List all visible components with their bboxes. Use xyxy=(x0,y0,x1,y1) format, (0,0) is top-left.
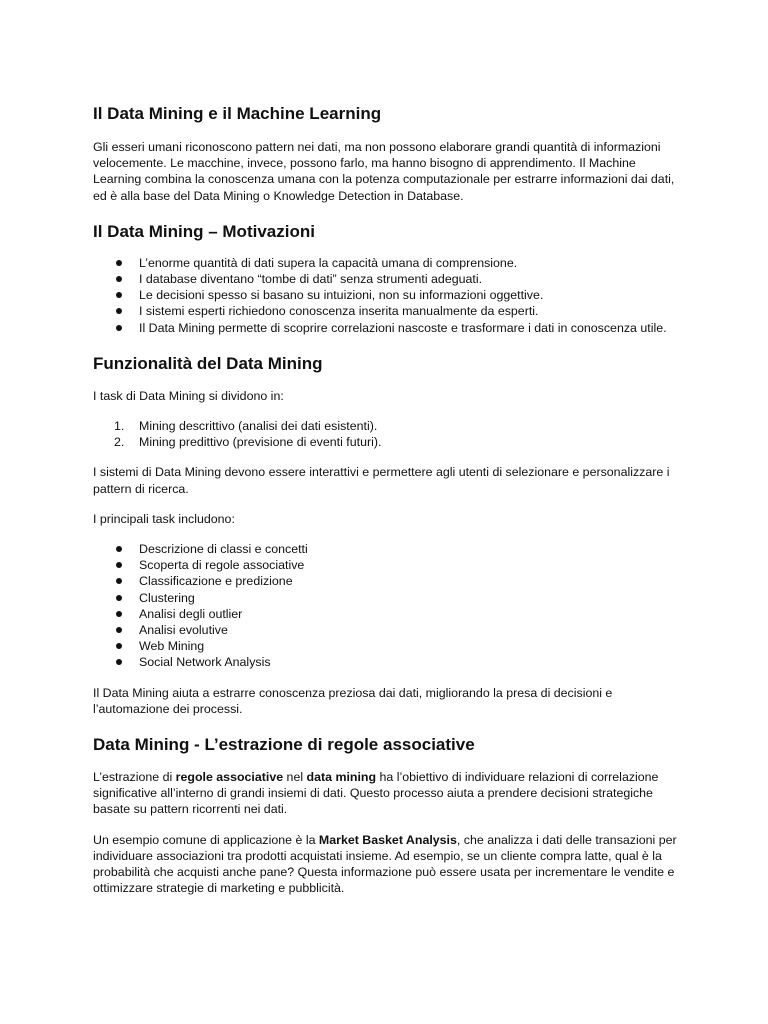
paragraph-interactive-systems: I sistemi di Data Mining devono essere interattivi e permettere agli utenti di selezionare e personalizzare i pattern di ricerca. xyxy=(93,465,670,496)
list-item: Analisi degli outlier xyxy=(93,606,683,622)
bullet-icon xyxy=(116,276,122,282)
bullet-icon xyxy=(116,578,122,584)
list-item: Clustering xyxy=(93,590,683,606)
list-item: I database diventano “tombe di dati” senza strumenti adeguati. xyxy=(93,271,683,287)
bullet-icon xyxy=(116,643,122,649)
bullet-icon xyxy=(116,627,122,633)
paragraph-intro: Gli esseri umani riconoscono pattern nei dati, ma non possono elaborare grandi quantità di informazioni velocemente. Le macchine, invece, possono farlo, ma hanno bisogno di apprendimento. Il Machine Learning combina la conoscenza umana con la potenza computazionale per estrarre informazioni dai dati, ed è alla base del Data Mining o Knowledge Detection in Database. xyxy=(93,140,675,203)
heading-data-mining-machine-learning: Il Data Mining e il Machine Learning xyxy=(93,104,382,123)
bullet-icon xyxy=(116,292,122,298)
list-item: Web Mining xyxy=(93,638,683,654)
bullet-icon xyxy=(116,595,122,601)
list-item: 2. Mining predittivo (previsione di eventi futuri). xyxy=(114,435,382,450)
list-item: Le decisioni spesso si basano su intuizioni, non su informazioni oggettive. xyxy=(93,287,683,303)
heading-funzionalita: Funzionalità del Data Mining xyxy=(93,353,323,373)
list-item: Il Data Mining permette di scoprire correlazioni nascoste e trasformare i dati in conoscenza utile. xyxy=(93,320,683,336)
document-page xyxy=(93,103,683,897)
list-item: Scoperta di regole associative xyxy=(93,557,683,573)
paragraph-knowledge-extraction: Il Data Mining aiuta a estrarre conoscenza preziosa dai dati, migliorando la presa di decisioni e l’automazione dei processi. xyxy=(93,685,613,716)
list-item: Social Network Analysis xyxy=(93,654,683,670)
list-item: Descrizione di classi e concetti xyxy=(93,541,683,557)
paragraph-task-intro: I task di Data Mining si dividono in: xyxy=(93,388,284,403)
bullet-icon xyxy=(116,546,122,552)
list-item: 1. Mining descrittivo (analisi dei dati esistenti). xyxy=(114,419,378,434)
numbered-list-mining-types xyxy=(93,418,683,450)
paragraph-main-tasks: I principali task includono: xyxy=(93,511,235,526)
paragraph-association-rules: L’estrazione di regole associative nel data mining ha l’obiettivo di individuare relazioni di correlazione significative all’interno di grandi insiemi di dati. Questo processo aiuta a prendere decisioni strategiche basate su pattern ricorrenti nei dati. xyxy=(93,770,659,817)
bullet-icon xyxy=(116,308,122,314)
bullet-icon xyxy=(116,611,122,617)
list-item: Classificazione e predizione xyxy=(93,573,683,589)
heading-regole-associative: Data Mining - L’estrazione di regole associative xyxy=(93,735,475,755)
heading-motivazioni: Il Data Mining – Motivazioni xyxy=(93,221,315,241)
bullet-icon xyxy=(116,562,122,568)
list-main-tasks xyxy=(93,541,683,671)
list-motivazioni xyxy=(93,255,683,336)
list-item: I sistemi esperti richiedono conoscenza inserita manualmente da esperti. xyxy=(93,303,683,319)
bullet-icon xyxy=(116,659,122,665)
list-item: L’enorme quantità di dati supera la capacità umana di comprensione. xyxy=(93,255,683,271)
paragraph-market-basket: Un esempio comune di applicazione è la Market Basket Analysis, che analizza i dati delle transazioni per individuare associazioni tra prodotti acquistati insieme. Ad esempio, se un cliente compra latte, qual è la probabilità che acquisti anche pane? Questa informazione può essere usata per incrementare le vendite e ottimizzare strategie di marketing e pubblicità. xyxy=(93,832,677,896)
list-item: Analisi evolutive xyxy=(93,622,683,638)
bullet-icon xyxy=(116,325,122,331)
bullet-icon xyxy=(116,260,122,266)
